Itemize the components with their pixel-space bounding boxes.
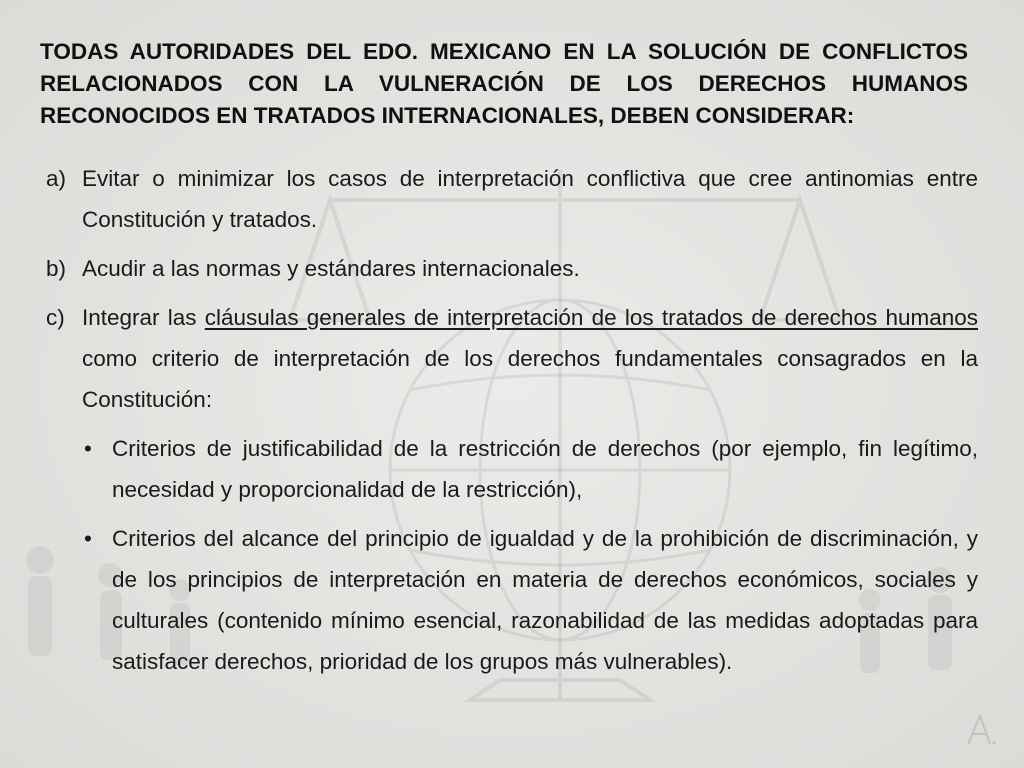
list-item-b [46,248,978,289]
list-marker: b) [46,256,67,281]
list-item-text: Acudir a las normas y estándares internacionales. [82,256,580,281]
signature-logo [960,710,1000,750]
bullet-text: Criterios de justificabilidad de la restricción de derechos (por ejemplo, fin legítimo, necesidad y proporcionalidad de la restricción), [112,436,978,502]
list-item-text-end: como criterio de interpretación de los derechos fundamentales consagrados en la Constitución: [82,346,978,412]
list-marker: c) [46,305,65,330]
list-item-text: Evitar o minimizar los casos de interpretación conflictiva que cree antinomias entre Constitución y tratados. [82,166,978,232]
list-item-a [46,158,978,240]
bullet-icon: • [84,436,92,461]
slide-body [46,158,978,690]
list-marker: a) [46,166,67,191]
underlined-phrase: cláusulas generales de interpretación de los tratados de derechos humanos [204,305,978,330]
slide-title: TODAS AUTORIDADES DEL EDO. MEXICANO EN LA SOLUCIÓN DE CONFLICTOS RELACIONADOS CON LA VULNERACIÓN DE LOS DERECHOS HUMANOS RECONOCIDOS EN TRATADOS INTERNACIONALES, DEBEN CONSIDERAR: [40,39,968,128]
bullet-icon: • [84,526,92,551]
bullet-text: Criterios del alcance del principio de igualdad y de la prohibición de discriminación, y de los principios de interpretación en materia de derechos económicos, sociales y culturales (contenido mínimo esencial, razonabilidad de las medidas adoptadas para satisfacer derechos, prioridad de los grupos más vulnerables). [112,526,978,674]
list-item-text-start: Integrar las [82,305,205,330]
list-item-c [46,297,978,420]
bullet-item [46,428,978,510]
bullet-item [46,518,978,682]
